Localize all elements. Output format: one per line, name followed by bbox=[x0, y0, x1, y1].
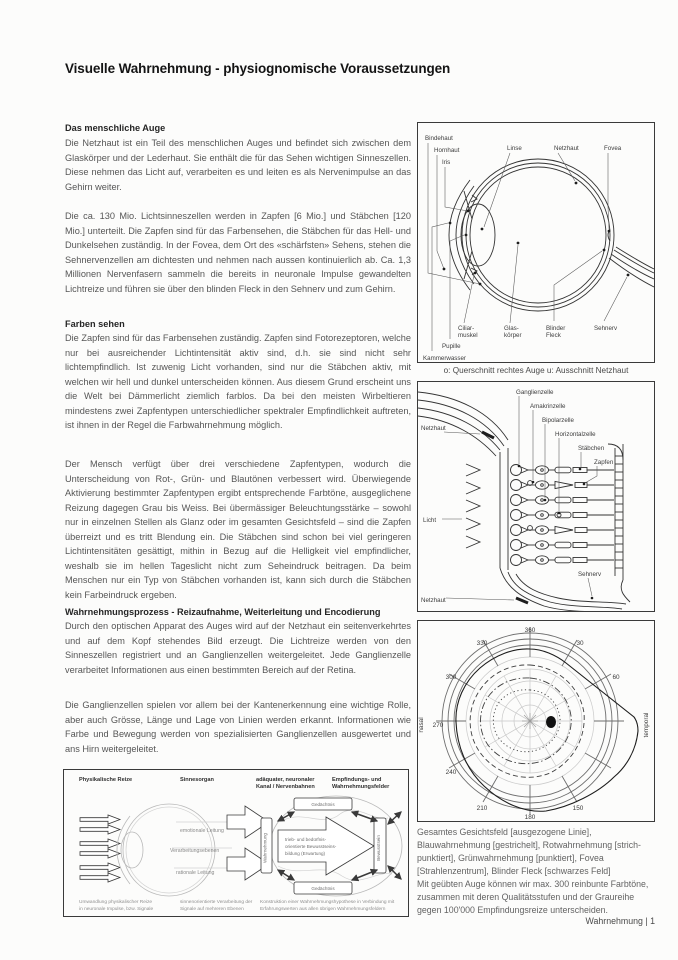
label-horizontalzelle: Horizontalzelle bbox=[555, 431, 596, 438]
flow-label-wahrnehmung: Wahrnehmung bbox=[262, 833, 268, 863]
label-fovea: Fovea bbox=[604, 145, 622, 152]
label-ciliarmuskel-2: muskel bbox=[458, 332, 478, 339]
retina-leader-lines bbox=[444, 396, 597, 603]
flow-header-felder-2: Wahrnehmungsfelder bbox=[332, 784, 390, 790]
label-hornhaut: Hornhaut bbox=[434, 147, 460, 154]
flow-center-text-1: trieb- und bedürfnis- bbox=[285, 837, 327, 842]
eye-leader-lines bbox=[428, 143, 629, 351]
stimulus-arrows bbox=[80, 815, 120, 882]
field-curves bbox=[456, 649, 638, 811]
label-temporal: temporal bbox=[643, 712, 650, 738]
label-bipolarzelle: Bipolarzelle bbox=[542, 417, 574, 424]
flow-header-kanal-2: Kanal / Nervenbahnen bbox=[256, 784, 315, 790]
retina-detail-figure bbox=[417, 381, 655, 612]
visual-field-chart bbox=[417, 620, 655, 822]
flow-label-bewusstsein: Bewusstsein bbox=[376, 835, 381, 861]
paragraph-zapfentypen: Der Mensch verfügt über drei verschiedene Zapfentypen, wodurch die Unterscheidung von Rot-, Grün- und Blautönen verbessert wird. Überwiegende Aktivierung bestimmter Zapfentypen ergibt entsprechende Farbtöne, ausgeglichene Reizung dagegen Grau bis Weiss. Bei übermässiger Beleuchtungsstärke – sowohl nur in einzelnen Stellen als Glanz oder im gesamten Gesichtsfeld – sind die Zapfen überreizt und es tritt Blendung ein. Die Stäbchen sind schon bei viel geringeren Lichtintensitäten gesättigt, mithin in Bezug auf die Helligkeit viel empfindlicher, weshalb sie im hellen Tageslicht nicht zum Seheindruck beitragen. Da beim Menschen nur ein Typ von Stäbchen vorhanden ist, kann sich durch die Stäbchen kein Farbeindruck ergeben. bbox=[65, 459, 411, 600]
label-glaskoerper-1: Glas- bbox=[504, 325, 519, 332]
flow-header-reize: Physikalische Reize bbox=[79, 777, 133, 783]
paragraph-optischer-apparat: Durch den optischen Apparat des Auges wird auf der Netzhaut ein seitenverkehrtes und auf dem Kopf stehendes Bild erzeugt. Die Lichtreize werden von den Sinneszellen registriert und an Ganglienzellen weitergeleitet. Jede Ganglienzelle verarbeitet Informationen aus einen bestimmten Bereich auf der Retina. bbox=[65, 621, 411, 675]
heading-das-menschliche-auge: Das menschliche Auge bbox=[65, 123, 166, 133]
angle-30: 30 bbox=[576, 640, 584, 647]
label-blinder-fleck-1: Blinder bbox=[546, 325, 566, 332]
label-nasal: nasal bbox=[418, 717, 425, 733]
field-chart-caption: Gesamtes Gesichtsfeld [ausgezogene Linie], Blauwahrnehmung [gestrichelt], Rotwahrnehmung [strich-punktiert], Grünwahrnehmung [punktiert], Fovea [Strahlenzentrum], Blinder Fleck [schwarzes Feld] bbox=[417, 827, 641, 876]
photoreceptor-rows bbox=[511, 465, 615, 566]
page-title: Visuelle Wahrnehmung - physiognomische Voraussetzungen bbox=[65, 61, 451, 76]
angle-360: 360 bbox=[524, 627, 536, 634]
flow-header-sinnesorgan: Sinnesorgan bbox=[180, 777, 214, 783]
eye-cross-section-drawing bbox=[418, 123, 654, 362]
eye-figure-caption: o: Querschnitt rechtes Auge u: Ausschnitt Netzhaut bbox=[443, 366, 629, 375]
flow-label-gedaechtnis-bottom: Gedächtnis bbox=[311, 886, 335, 891]
label-bindehaut: Bindehaut bbox=[425, 135, 453, 142]
flow-center-text-3: bildung (Erwartung) bbox=[285, 851, 326, 856]
retina-detail-drawing bbox=[418, 382, 654, 611]
flow-label-rationale: rationale Leitung bbox=[176, 870, 215, 876]
paragraph-netzhaut: Die Netzhaut ist ein Teil des menschlichen Auges und befindet sich zwischen dem Glaskörper und der Lederhaut. Sie enthält die für das Sehen wichtigen Sinneszellen. Diese nehmen das Licht auf, verarbeiten es und leiten es als Nervenimpulse an das Gehirn weiter. bbox=[65, 138, 411, 192]
field-chart-note: Mit geübten Auge können wir max. 300 reinbunte Farbtöne, zusammen mit deren Qualitätsstufen und der Graureihe gegen 100'000 Empfindungsreize unterscheiden. bbox=[417, 879, 649, 915]
eye-cross-section-figure bbox=[417, 122, 655, 363]
flow-caption-3a: Konstruktion einer Wahrnehmungshypothese in Verbindung mit bbox=[260, 900, 395, 905]
label-iris: Iris bbox=[442, 159, 451, 166]
label-linse: Linse bbox=[507, 145, 522, 152]
eyeball-outline bbox=[449, 159, 654, 311]
angle-210: 210 bbox=[476, 805, 488, 812]
label-zapfen: Zapfen bbox=[594, 459, 614, 466]
label-licht: Licht bbox=[423, 517, 437, 524]
flow-header-kanal-1: adäquater, neuronaler bbox=[256, 777, 315, 783]
flow-caption-1a: Umwandlung physikalischer Reize bbox=[79, 900, 153, 905]
label-sehnerv-retina: Sehnerv bbox=[578, 571, 602, 578]
label-netzhaut: Netzhaut bbox=[554, 145, 579, 152]
light-arrows bbox=[442, 464, 480, 548]
label-kammerwasser: Kammerwasser bbox=[423, 355, 466, 362]
angle-150: 150 bbox=[572, 805, 584, 812]
label-sehnerv: Sehnerv bbox=[594, 325, 618, 332]
visual-field-drawing bbox=[418, 621, 654, 821]
label-pupille: Pupille bbox=[442, 343, 461, 350]
fovea-ray-center bbox=[522, 713, 538, 729]
paragraph-zapfen: Die Zapfen sind für das Farbensehen zuständig. Zapfen sind Fotorezeptoren, welche nur bei ausreichender Lichtintensität aktiv sind, d.h. sie sind nicht sehr lichtempfindlich. Ist zuwenig Licht vorhanden, sind nur die Stäbchen aktiv, mit welchen wir hell und dunkel unterscheiden können. Aus diesem Grund erscheint uns die Welt bei Dämmerlicht ziemlich farblos. Da bei den meisten Wirbeltieren mindestens zwei Zapfentypen unterschiedlicher spektraler Empfindlichkeit auftreten, ist ihnen in der Regel die Farbwahrnehmung möglich. bbox=[65, 333, 411, 430]
flow-label-gedaechtnis-top: Gedächtnis bbox=[311, 802, 335, 807]
label-netzhaut-bottom: Netzhaut bbox=[421, 597, 446, 604]
angle-180: 180 bbox=[524, 814, 536, 821]
flow-caption-3b: Erfahrungswerten aus allen übrigen Wahrnehmungsfeldern bbox=[260, 907, 386, 912]
label-staebchen: Stäbchen bbox=[578, 445, 605, 452]
label-netzhaut-top: Netzhaut bbox=[421, 425, 446, 432]
label-ganglienzelle: Ganglienzelle bbox=[516, 389, 554, 396]
blind-spot-mark bbox=[546, 716, 556, 728]
flow-caption-2a: sinnenorientierte Verarbeitung der bbox=[180, 900, 253, 905]
paragraph-lichtsinneszellen: Die ca. 130 Mio. Lichtsinneszellen werden in Zapfen [6 Mio.] und Stäbchen [120 Mio.] unterteilt. Die Zapfen sind für das Farbensehen, die Stäbchen für das Hell- und Dunkelsehen zuständig. In der Fovea, dem Ort des «schärfsten» Sehens, stehen die Sehnervenzellen am dichtesten und nehmen nach aussen kontinuierlich ab. Ca. 1,3 Millionen Nervenfasern sammeln die bereits in neuronale Impulse gewandelten Lichtreize und führen sie über den blinden Fleck in den Sehnerv und zum Gehirn. bbox=[65, 211, 411, 294]
flow-caption-2b: Signale auf mehreren Ebenen bbox=[180, 907, 244, 912]
page-footer: Wahrnehmung | 1 bbox=[585, 916, 655, 926]
label-amakrinzelle: Amakrinzelle bbox=[530, 403, 566, 410]
paragraph-ganglienzellen: Die Ganglienzellen spielen vor allem bei der Kantenerkennung eine wichtige Rolle, aber auch Grösse, Länge und Lage von Linien werden erkannt. Informationen wie Farbe und Bewegung werden von spezialisierten Ganglienzellen ausgewertet und ans Hirn weitergeleitet. bbox=[65, 700, 411, 754]
angle-240: 240 bbox=[445, 769, 457, 776]
perception-flow-figure bbox=[63, 769, 409, 917]
label-glaskoerper-2: körper bbox=[504, 332, 522, 339]
total-field-curve bbox=[456, 649, 638, 811]
angle-300: 300 bbox=[445, 674, 457, 681]
perception-flow-drawing bbox=[64, 770, 408, 916]
flow-label-verarbeitung: Verarbeitungsebenen bbox=[170, 848, 220, 854]
flow-header-felder-1: Empfindungs- und bbox=[332, 777, 382, 783]
label-ciliarmuskel-1: Ciliar- bbox=[458, 325, 475, 332]
flow-caption-1b: in neuronale Impulse, bzw. Signale bbox=[79, 907, 154, 912]
heading-wahrnehmungsprozess: Wahrnehmungsprozess - Reizaufnahme, Weiterleitung und Encodierung bbox=[65, 607, 381, 617]
flow-label-emotionale: emotionale Leitung bbox=[180, 828, 224, 834]
label-blinder-fleck-2: Fleck bbox=[546, 332, 561, 339]
angle-60: 60 bbox=[612, 674, 620, 681]
flow-center-text-2: orientierte Bewusstseins- bbox=[285, 844, 337, 849]
angle-330: 330 bbox=[476, 640, 488, 647]
heading-farben-sehen: Farben sehen bbox=[65, 319, 125, 329]
angle-270: 270 bbox=[432, 722, 444, 729]
